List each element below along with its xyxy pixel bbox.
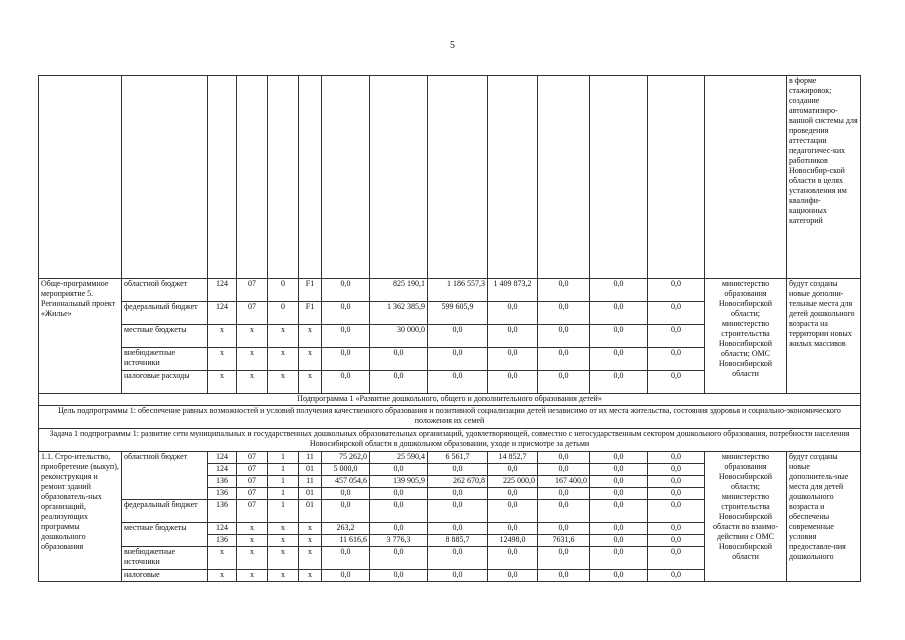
table-row xyxy=(39,76,861,279)
result-cell: в форме стажировок; создание автоматизиро-ванной системы для проведения аттестации педагогичес-ких работников Новосибир-ской области в целях установления им квалифи-кационных категорий xyxy=(787,76,861,279)
table-row xyxy=(39,429,861,452)
result-cell: будут созданы новые дополнитель-ные места для детей дошкольного возраста и обеспечены современные условия предоставле-ния дошкольного xyxy=(787,452,861,582)
table-row: 136 07 1 01 0,0 0,0 0,0 0,0 0,0 0,0 0,0 xyxy=(39,488,861,500)
table-row xyxy=(39,394,861,406)
table-row: 136 07 1 11 457 054,6 139 905,9 262 670,8 225 000,0 167 400,0 0,0 0,0 xyxy=(39,476,861,488)
executor-cell: министерство образования Новосибирской области; министерство строительства Новосибирской области; ОМС Новосибирской области xyxy=(705,279,787,394)
table-row: Обще-программное мероприятие 5. Региональный проект «Жилье» областной бюджет 124 07 0 F1 0,0 825 190,1 1 186 557,3 1 409 873,2 0,0 0,0 0,0 министерство образования Новосибирской области; министерство строительства Новосибирской области; ОМС Новосибирской области будут созданы новые дополни-тельные места для детей дошкольного возраста на территории новых жилых массивов xyxy=(39,279,861,302)
subprogram-title: Подпрограмма 1 «Развитие дошкольного, общего и дополнительного образования детей» xyxy=(39,394,861,406)
table-row: местные бюджеты x x x x 0,0 30 000,0 0,0 0,0 0,0 0,0 0,0 xyxy=(39,325,861,348)
table-row: 124 07 1 01 5 000,0 0,0 0,0 0,0 0,0 0,0 0,0 xyxy=(39,464,861,476)
subprogram-task: Задача 1 подпрограммы 1: развитие сети муниципальных и государственных дошкольных образовательных организаций, удовлетворяющей, совместно с негосударственным сектором дошкольного образования, потребности населения Новосибирской области в дошкольном образовании, уходе и присмотре за детьми xyxy=(39,429,861,452)
subprogram-goal: Цель подпрограммы 1: обеспечение равных возможностей и условий получения качественного образования и позитивной социализации детей независимо от их места жительства, состояния здоровья и социально-экономического положения их семей xyxy=(39,406,861,429)
measure-title: Обще-программное мероприятие 5. Региональный проект «Жилье» xyxy=(39,279,122,394)
program-table xyxy=(38,75,861,582)
result-cell: будут созданы новые дополни-тельные места для детей дошкольного возраста на территории новых жилых массивов xyxy=(787,279,861,394)
table-row: местные бюджеты 124 x x x 263,2 0,0 0,0 0,0 0,0 0,0 0,0 xyxy=(39,523,861,535)
executor-cell: министерство образования Новосибирской области; министерство строительства Новосибирской области во взаимо-действии с ОМС Новосибирской области xyxy=(705,452,787,582)
page-number: 5 xyxy=(450,40,455,51)
table-row: федеральный бюджет 124 07 0 F1 0,0 1 362 385,9 599 605,9 0,0 0,0 0,0 0,0 xyxy=(39,302,861,325)
table-row: 1.1. Стро-ительство, приобретение (выкуп), реконструкция и ремонт зданий образователь-ных организаций, реализующих программы дошкольного образования областной бюджет 124 07 1 11 75 262,0 25 590,4 6 561,7 14 852,7 0,0 0,0 0,0 министерство образования Новосибирской области; министерство строительства Новосибирской области во взаимо-действии с ОМС Новосибирской области будут созданы новые дополнитель-ные места для детей дошкольного возраста и обеспечены современные условия предоставле-ния дошкольного xyxy=(39,452,861,464)
table-row: внебюджетные источники x x x x 0,0 0,0 0,0 0,0 0,0 0,0 0,0 xyxy=(39,348,861,371)
table-row: налоговые x x x x 0,0 0,0 0,0 0,0 0,0 0,0 0,0 xyxy=(39,570,861,582)
table-row: федеральный бюджет 136 07 1 01 0,0 0,0 0,0 0,0 0,0 0,0 0,0 xyxy=(39,500,861,523)
measure-title: 1.1. Стро-ительство, приобретение (выкуп), реконструкция и ремонт зданий образователь-ных организаций, реализующих программы дошкольного образования xyxy=(39,452,122,582)
table-row: налоговые расходы x x x x 0,0 0,0 0,0 0,0 0,0 0,0 0,0 xyxy=(39,371,861,394)
table-row: 136 x x x 11 616,6 3 776,3 8 885,7 12498,0 7631,6 0,0 0,0 xyxy=(39,535,861,547)
table-row xyxy=(39,406,861,429)
table-row: внебюджетные источники x x x x 0,0 0,0 0,0 0,0 0,0 0,0 0,0 xyxy=(39,547,861,570)
